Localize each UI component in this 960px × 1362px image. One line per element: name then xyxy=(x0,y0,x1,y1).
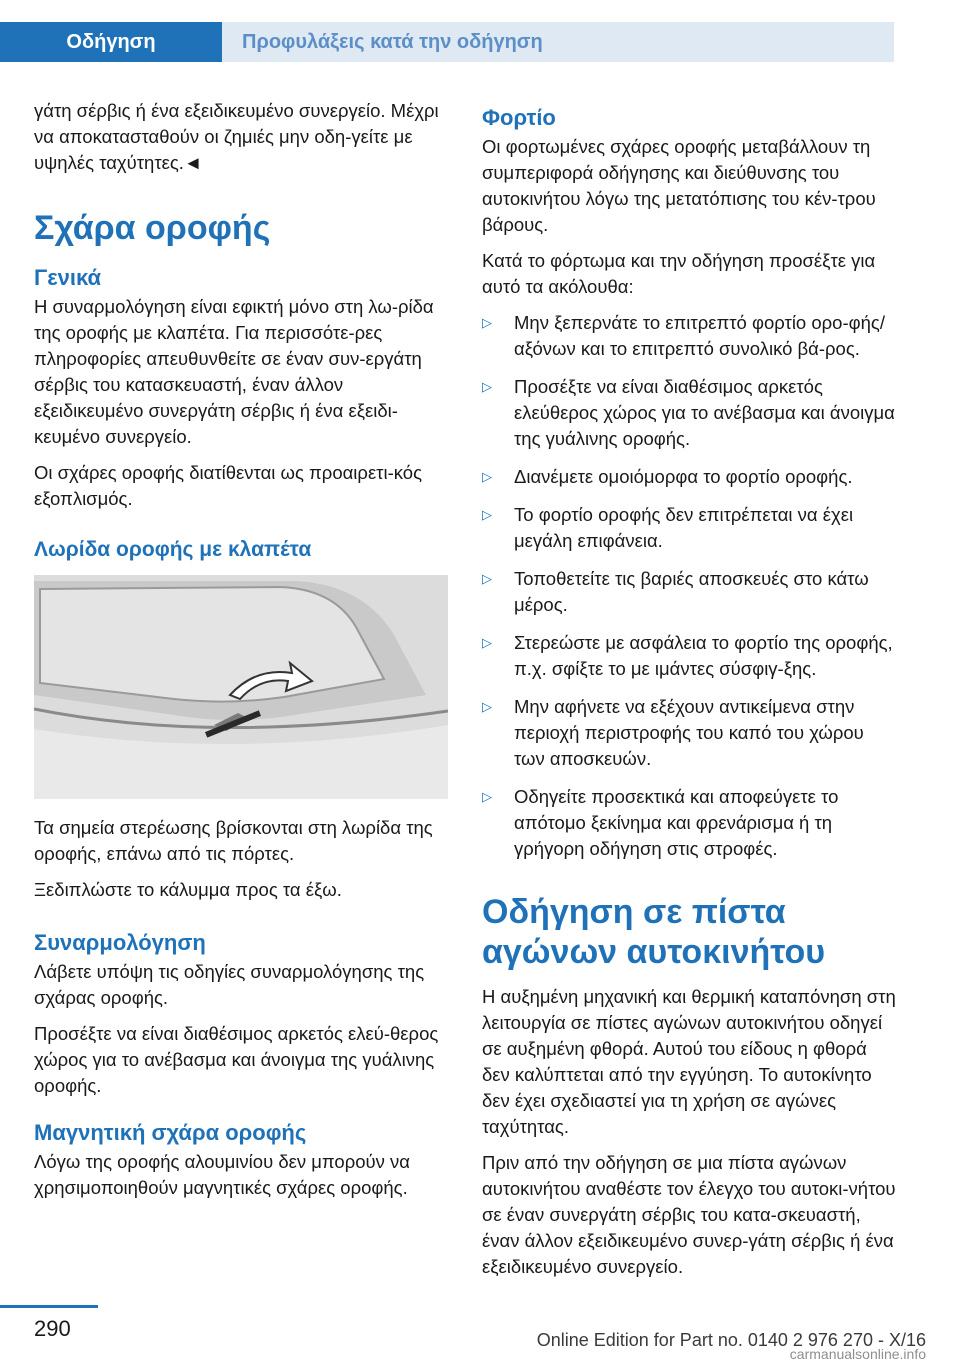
roof-strip-illustration-svg xyxy=(34,575,448,799)
load-paragraph-2: Κατά το φόρτωμα και την οδήγηση προσέξτε για αυτό τα ακόλουθα: xyxy=(482,250,876,297)
magnetic-paragraph: Λόγω της οροφής αλουμινίου δεν μπορούν να χρησιμοποιηθούν μαγνητικές σχάρες οροφής. xyxy=(34,1151,410,1198)
triangle-bullet-icon: ▷ xyxy=(482,469,492,484)
race-paragraph-2: Πριν από την οδήγηση σε μια πίστα αγώνων αυτοκινήτου αναθέστε τον έλεγχο του αυτοκι‐νήτου σε έναν συνεργάτη σέρβις του κατα‐σκευαστή, έναν άλλον εξειδικευμένο συνερ‐γάτη σέρβις ή ένα εξειδικευμένο συνεργείο. xyxy=(482,1152,896,1277)
heading-magnetic-roof-rack: Μαγνητική σχάρα οροφής xyxy=(34,1120,307,1145)
heading-general: Γενικά xyxy=(34,265,102,290)
watermark-text: carmanualsonline.info xyxy=(789,1346,926,1362)
list-item xyxy=(482,464,896,490)
roof-strip-illustration xyxy=(34,575,448,799)
assembly-paragraph-2: Προσέξτε να είναι διαθέσιμος αρκετός ελεύ‐θερος χώρος για το ανέβασμα και άνοιγμα της γυάλινης οροφής. xyxy=(34,1023,439,1096)
page-number: 290 xyxy=(34,1316,71,1341)
list-item-text: Μην ξεπερνάτε το επιτρεπτό φορτίο ορο‐φής/αξόνων και το επιτρεπτό συνολικό βά‐ρος. xyxy=(514,312,885,359)
load-paragraph-1: Οι φορτωμένες σχάρες οροφής μεταβάλλουν τη συμπεριφορά οδήγησης και διεύθυνσης του αυτοκινήτου λόγω της μετατόπισης του κέν‐τρου βάρους. xyxy=(482,136,876,235)
triangle-bullet-icon: ▷ xyxy=(482,507,492,522)
list-item-text: Οδηγείτε προσεκτικά και αποφεύγετε το απότομο ξεκίνημα και φρενάρισμα ή τη γρήγορη οδήγηση στις στροφές. xyxy=(514,786,839,859)
caption-unfold-cover: Ξεδιπλώστε το κάλυμμα προς τα έξω. xyxy=(34,879,342,900)
triangle-bullet-icon: ▷ xyxy=(482,379,492,394)
list-item xyxy=(482,630,896,682)
heading-load: Φορτίο xyxy=(482,105,556,130)
race-paragraph-1: Η αυξημένη μηχανική και θερμική καταπόνηση στη λειτουργία σε πίστες αγώνων αυτοκινήτου οδηγεί σε αυξημένη φθορά. Αυτού του είδους η φθορά δεν καλύπτεται από την εγγύηση. Το αυτοκίνητο δεν έχει σχεδιαστεί για τη χρήση σε αγώνες ταχύτητας. xyxy=(482,986,896,1137)
list-item-text: Στερεώστε με ασφάλεια το φορτίο της οροφής, π.χ. σφίξτε το με ιμάντες σύσφιγ‐ξης. xyxy=(514,632,893,679)
caption-fixing-points: Τα σημεία στερέωσης βρίσκονται στη λωρίδα της οροφής, επάνω από τις πόρτες. xyxy=(34,817,433,864)
heading-roof-strip: Λωρίδα οροφής με κλαπέτα xyxy=(34,538,312,561)
assembly-paragraph-1: Λάβετε υπόψη τις οδηγίες συναρμολόγησης της σχάρας οροφής. xyxy=(34,961,425,1008)
load-bullet-list xyxy=(482,310,896,862)
list-item xyxy=(482,694,896,772)
list-item-text: Μην αφήνετε να εξέχουν αντικείμενα στην περιοχή περιστροφής του καπό του χώρου των αποσκευών. xyxy=(514,696,864,769)
triangle-bullet-icon: ▷ xyxy=(482,635,492,650)
list-item-text: Διανέμετε ομοιόμορφα το φορτίο οροφής. xyxy=(514,466,853,487)
footer-rule xyxy=(0,1305,98,1308)
list-item xyxy=(482,784,896,862)
heading-assembly: Συναρμολόγηση xyxy=(34,930,206,955)
list-item xyxy=(482,502,896,554)
header-tabs xyxy=(0,0,960,62)
right-column xyxy=(482,98,896,1290)
list-item-text: Προσέξτε να είναι διαθέσιμος αρκετός ελεύθερος χώρος για το ανέβασμα και άνοιγμα της γυάλινης οροφής. xyxy=(514,376,895,449)
triangle-bullet-icon: ▷ xyxy=(482,571,492,586)
section-title-roof-rack: Σχάρα οροφής xyxy=(34,209,271,247)
edition-note: Online Edition for Part no. 0140 2 976 270 - X/16 xyxy=(536,1330,926,1350)
list-item-text: Τοποθετείτε τις βαριές αποσκευές στο κάτω μέρος. xyxy=(514,568,869,615)
list-item-text: Το φορτίο οροφής δεν επιτρέπεται να έχει μεγάλη επιφάνεια. xyxy=(514,504,854,551)
list-item xyxy=(482,566,896,618)
intro-paragraph: γάτη σέρβις ή ένα εξειδικευμένο συνεργείο. Μέχρι να αποκατασταθούν οι ζημιές μην οδη‐γείτε με υψηλές ταχύτητες.◄ xyxy=(34,100,439,173)
tab-driving[interactable]: Οδήγηση xyxy=(0,22,222,62)
left-column xyxy=(34,98,448,1211)
glass-roof-panel xyxy=(40,587,384,702)
list-item xyxy=(482,310,896,362)
section-title-race-track: Οδήγηση σε πίστα αγώνων αυτοκινήτου xyxy=(482,893,826,971)
tab-driving-precautions[interactable]: Προφυλάξεις κατά την οδήγηση xyxy=(222,22,894,62)
general-paragraph-1: Η συναρμολόγηση είναι εφικτή μόνο στη λω‐ρίδα της οροφής με κλαπέτα. Για περισσότε‐ρες πληροφορίες απευθυνθείτε σε έναν συν‐εργάτη σέρβις του κατασκευαστή, έναν άλλον εξειδικευμένο συνεργάτη σέρβις ή ένα εξειδι‐κευμένο συνεργείο. xyxy=(34,296,434,447)
triangle-bullet-icon: ▷ xyxy=(482,315,492,330)
general-paragraph-2: Οι σχάρες οροφής διατίθενται ως προαιρετι‐κός εξοπλισμός. xyxy=(34,462,422,509)
triangle-bullet-icon: ▷ xyxy=(482,699,492,714)
triangle-bullet-icon: ▷ xyxy=(482,789,492,804)
list-item xyxy=(482,374,896,452)
